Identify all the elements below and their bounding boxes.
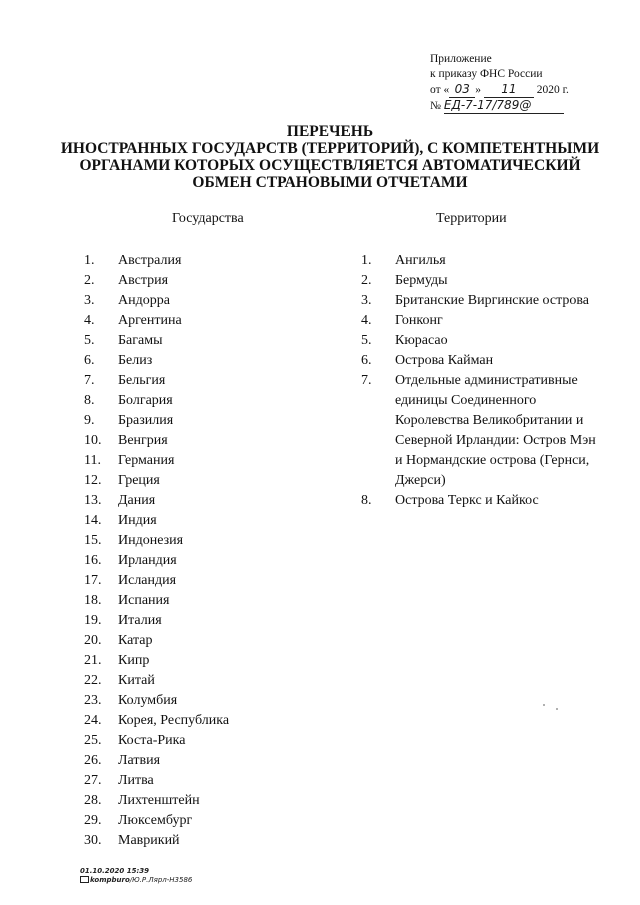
item-number: 15. (84, 533, 102, 548)
envelope-icon (80, 876, 89, 883)
item-name: Китай (118, 673, 155, 688)
states-list (84, 251, 229, 851)
item-number: 11. (84, 453, 101, 468)
list-item (84, 531, 229, 551)
item-number: 9. (84, 413, 95, 428)
item-name: Кюрасао (395, 333, 448, 348)
item-number: 8. (361, 493, 372, 508)
list-item (84, 471, 229, 491)
order-number-value: ЕД-7-17/789@ (444, 98, 564, 114)
list-item (84, 751, 229, 771)
print-footer (80, 867, 192, 885)
list-item (361, 491, 605, 511)
item-number: 5. (361, 333, 372, 348)
appendix-label: Приложение (430, 53, 492, 65)
item-name: Болгария (118, 393, 173, 408)
item-number: 7. (84, 373, 95, 388)
item-name: Италия (118, 613, 162, 628)
title-line-4: ОБМЕН СТРАНОВЫМИ ОТЧЕТАМИ (192, 174, 468, 191)
approval-header (430, 52, 569, 114)
list-item (361, 291, 605, 311)
item-number: 17. (84, 573, 102, 588)
order-reference: к приказу ФНС России (430, 68, 543, 80)
list-item (84, 331, 229, 351)
item-name: Гонконг (395, 313, 443, 328)
order-year: 2020 г. (536, 84, 569, 96)
item-number: 4. (84, 313, 95, 328)
item-number: 29. (84, 813, 102, 828)
item-name: Острова Теркс и Кайкос (395, 493, 539, 508)
title-line-1: ПЕРЕЧЕНЬ (286, 123, 374, 140)
item-name: Германия (118, 453, 175, 468)
list-item (84, 411, 229, 431)
item-number: 13. (84, 493, 102, 508)
list-item (84, 511, 229, 531)
item-number: 3. (361, 293, 372, 308)
list-item (84, 371, 229, 391)
item-name: Исландия (118, 573, 177, 588)
item-name: Багамы (118, 333, 163, 348)
list-item (84, 271, 229, 291)
list-item (84, 631, 229, 651)
item-name: Лихтенштейн (118, 793, 200, 808)
item-name: Австралия (118, 253, 182, 268)
scan-speck (543, 704, 545, 706)
item-name: Люксембург (118, 813, 193, 828)
item-name: Бермуды (395, 273, 448, 288)
item-name: Бразилия (118, 413, 174, 428)
item-number: 7. (361, 373, 372, 388)
item-number: 4. (361, 313, 372, 328)
list-item (361, 311, 605, 331)
item-name: Дания (118, 493, 156, 508)
item-number: 10. (84, 433, 102, 448)
item-name: Отдельные административные единицы Соединенного Королевства Великобритании и Северной Ирландии: Остров Мэн и Нормандские острова (Гернси, Джерси) (395, 373, 596, 488)
item-number: 26. (84, 753, 102, 768)
states-heading: Государства (172, 211, 244, 226)
list-item (84, 291, 229, 311)
print-path: kompburo/Ю.Р.Лярл-Н3586 (80, 876, 192, 885)
item-number: 18. (84, 593, 102, 608)
list-item (361, 331, 605, 351)
list-item (84, 791, 229, 811)
list-item (84, 831, 229, 851)
list-item (84, 491, 229, 511)
item-name: Кипр (118, 653, 150, 668)
item-name: Британские Виргинские острова (395, 293, 590, 308)
item-number: 14. (84, 513, 102, 528)
item-number: 1. (361, 253, 372, 268)
item-name: Коста-Рика (118, 733, 186, 748)
item-name: Андорра (118, 293, 170, 308)
item-name: Ангилья (395, 253, 446, 268)
item-number: 6. (84, 353, 95, 368)
document-title (60, 123, 600, 191)
item-name: Ирландия (118, 553, 177, 568)
list-item (84, 431, 229, 451)
item-name: Колумбия (118, 693, 178, 708)
item-name: Аргентина (118, 313, 182, 328)
title-line-3: ОРГАНАМИ КОТОРЫХ ОСУЩЕСТВЛЯЕТСЯ АВТОМАТИЧЕСКИЙ (79, 157, 581, 174)
item-number: 5. (84, 333, 95, 348)
item-name: Венгрия (118, 433, 168, 448)
list-item (361, 251, 605, 271)
territories-list (361, 251, 605, 511)
item-number: 19. (84, 613, 102, 628)
item-number: 2. (361, 273, 372, 288)
list-item (361, 371, 605, 491)
list-item (84, 671, 229, 691)
list-item (84, 731, 229, 751)
item-number: 3. (84, 293, 95, 308)
print-timestamp: 01.10.2020 15:39 (80, 867, 150, 875)
item-number: 6. (361, 353, 372, 368)
list-item (84, 391, 229, 411)
item-name: Острова Кайман (395, 353, 494, 368)
item-number: 25. (84, 733, 102, 748)
list-item (361, 271, 605, 291)
item-number: 24. (84, 713, 102, 728)
list-item (361, 351, 605, 371)
item-number: 2. (84, 273, 95, 288)
list-item (84, 611, 229, 631)
list-item (84, 771, 229, 791)
list-item (84, 311, 229, 331)
order-day: 03 (449, 82, 475, 98)
item-number: 16. (84, 553, 102, 568)
list-item (84, 811, 229, 831)
order-date: от « 03 » 11 2020 г. (430, 82, 569, 96)
item-number: 23. (84, 693, 102, 708)
list-item (84, 551, 229, 571)
order-month: 11 (484, 82, 534, 98)
item-name: Греция (118, 473, 160, 488)
list-item (84, 691, 229, 711)
item-number: 12. (84, 473, 102, 488)
item-number: 1. (84, 253, 95, 268)
list-item (84, 711, 229, 731)
item-name: Литва (118, 773, 154, 788)
item-name: Корея, Республика (118, 713, 230, 728)
item-name: Индонезия (118, 533, 184, 548)
item-number: 28. (84, 793, 102, 808)
territories-heading: Территории (436, 211, 507, 226)
list-item (84, 651, 229, 671)
title-line-2: ИНОСТРАННЫХ ГОСУДАРСТВ (ТЕРРИТОРИЙ), С КОМПЕТЕНТНЫМИ (60, 140, 600, 157)
item-number: 20. (84, 633, 102, 648)
item-number: 21. (84, 653, 102, 668)
scan-speck (556, 708, 558, 710)
item-number: 30. (84, 833, 102, 848)
item-number: 27. (84, 773, 102, 788)
item-name: Австрия (118, 273, 169, 288)
item-name: Катар (118, 633, 153, 648)
order-number: № ЕД-7-17/789@ (430, 98, 569, 114)
item-number: 8. (84, 393, 95, 408)
item-number: 22. (84, 673, 102, 688)
list-item (84, 591, 229, 611)
item-name: Белиз (118, 353, 153, 368)
item-name: Латвия (118, 753, 161, 768)
item-name: Испания (118, 593, 170, 608)
list-item (84, 451, 229, 471)
list-item (84, 571, 229, 591)
item-name: Бельгия (118, 373, 166, 388)
item-name: Маврикий (118, 833, 180, 848)
list-item (84, 251, 229, 271)
list-item (84, 351, 229, 371)
item-name: Индия (118, 513, 157, 528)
